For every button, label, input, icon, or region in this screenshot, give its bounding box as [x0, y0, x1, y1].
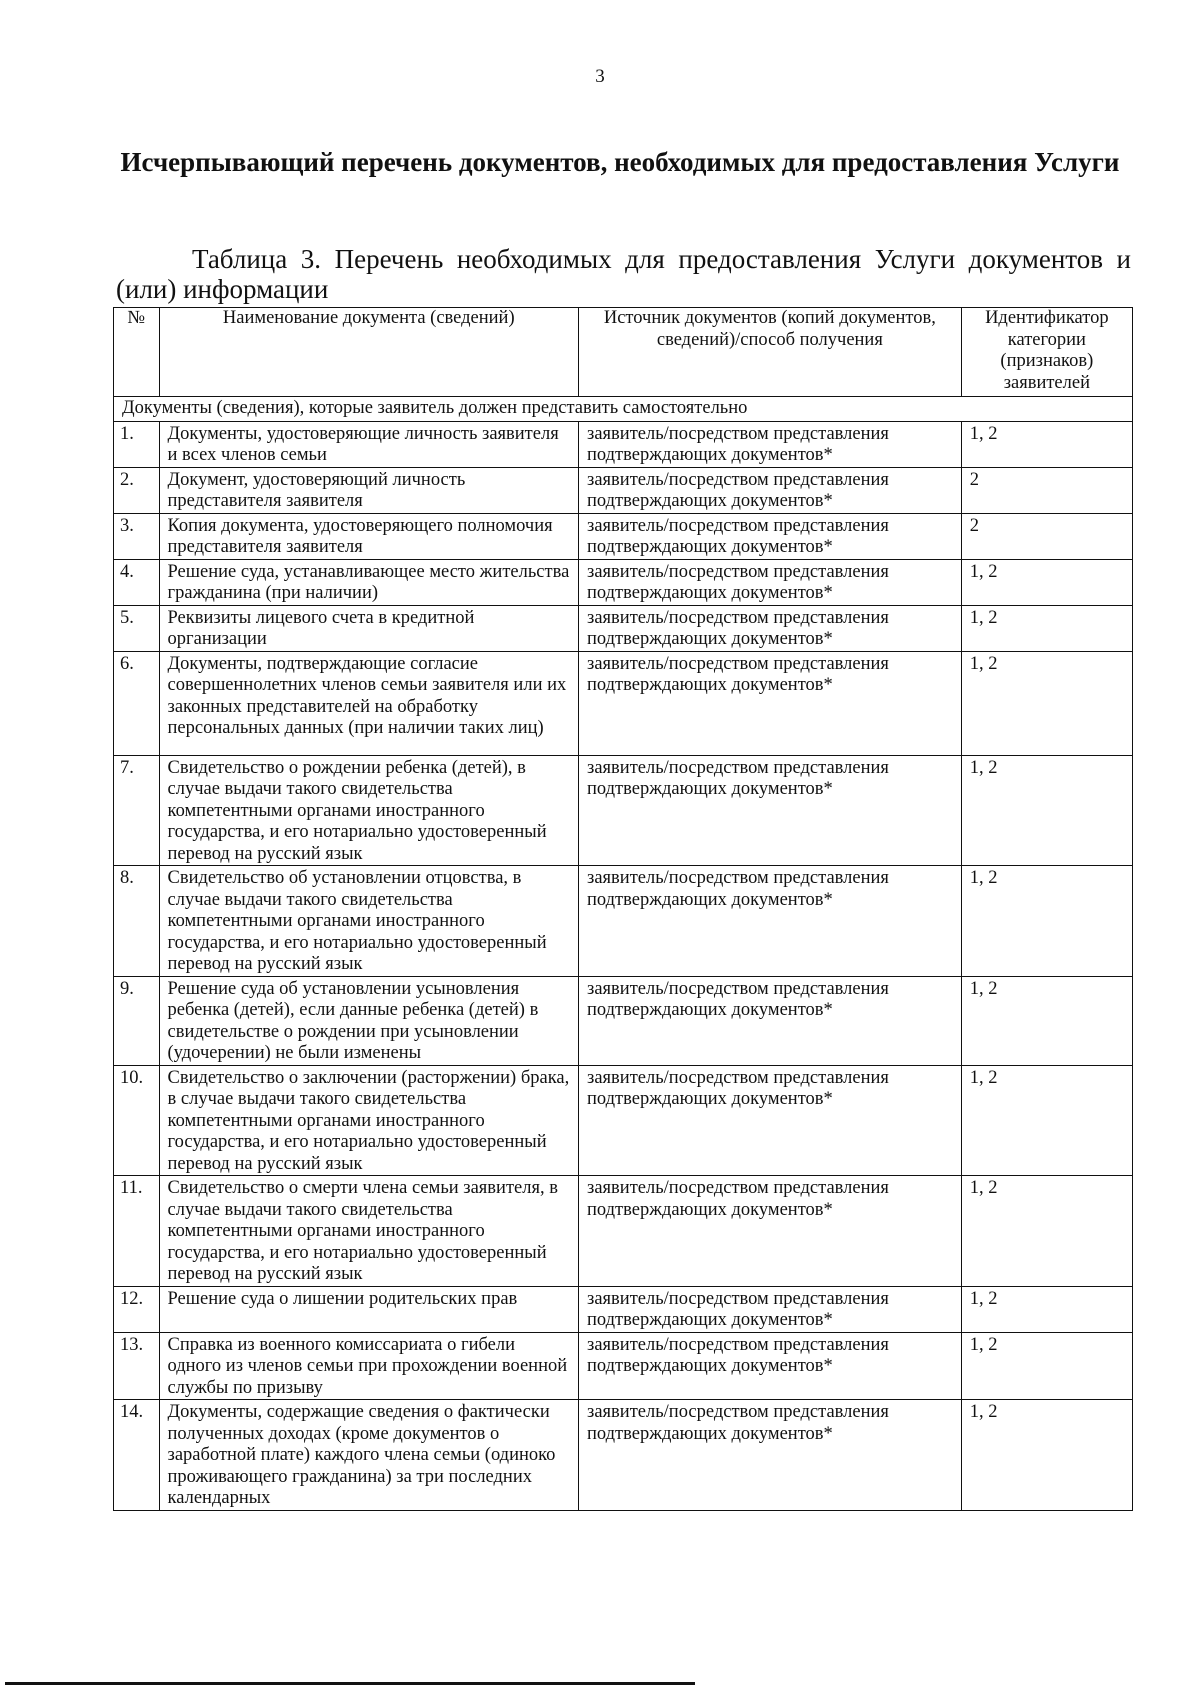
row-source: заявитель/посредством представления подтверждающих документов* — [579, 1332, 962, 1400]
row-source: заявитель/посредством представления подтверждающих документов* — [579, 1176, 962, 1287]
row-number: 2. — [114, 467, 160, 513]
row-document-name: Решение суда о лишении родительских прав — [159, 1286, 579, 1332]
row-category: 1, 2 — [961, 755, 1132, 866]
row-number: 4. — [114, 559, 160, 605]
row-number: 5. — [114, 605, 160, 651]
header-document-name: Наименование документа (сведений) — [159, 308, 579, 397]
row-source: заявитель/посредством представления подтверждающих документов* — [579, 651, 962, 755]
table-caption: Таблица 3. Перечень необходимых для предоставления Услуги документов и (или) информации — [116, 244, 1131, 304]
row-document-name: Решение суда об установлении усыновления ребенка (детей), если данные ребенка (детей) в свидетельстве о рождении при усыновлении (удочерении) не были изменены — [159, 976, 579, 1065]
row-source: заявитель/посредством представления подтверждающих документов* — [579, 467, 962, 513]
row-number: 10. — [114, 1065, 160, 1176]
row-source: заявитель/посредством представления подтверждающих документов* — [579, 755, 962, 866]
section-row — [114, 397, 1133, 422]
row-source: заявитель/посредством представления подтверждающих документов* — [579, 1400, 962, 1511]
row-category: 1, 2 — [961, 1176, 1132, 1287]
table-row — [114, 513, 1133, 559]
table-row — [114, 1065, 1133, 1176]
row-category: 1, 2 — [961, 1065, 1132, 1176]
row-document-name: Свидетельство о смерти члена семьи заявителя, в случае выдачи такого свидетельства компетентными органами иностранного государства, и его нотариально удостоверенный перевод на русский язык — [159, 1176, 579, 1287]
row-category: 2 — [961, 467, 1132, 513]
scan-edge-line — [5, 1682, 695, 1685]
header-category: Идентификатор категории (признаков) заявителей — [961, 308, 1132, 397]
row-document-name: Документы, содержащие сведения о фактически полученных доходах (кроме документов о заработной плате) каждого члена семьи (одиноко проживающего гражданина) за три последних календарных — [159, 1400, 579, 1511]
table-row — [114, 1332, 1133, 1400]
row-source: заявитель/посредством представления подтверждающих документов* — [579, 866, 962, 977]
section-label: Документы (сведения), которые заявитель должен представить самостоятельно — [114, 397, 1133, 422]
table-row — [114, 651, 1133, 755]
row-number: 9. — [114, 976, 160, 1065]
row-number: 3. — [114, 513, 160, 559]
row-document-name: Реквизиты лицевого счета в кредитной организации — [159, 605, 579, 651]
page-number: 3 — [595, 66, 605, 87]
table-row — [114, 1286, 1133, 1332]
row-document-name: Справка из военного комиссариата о гибели одного из членов семьи при прохождении военной службы по призыву — [159, 1332, 579, 1400]
row-category: 1, 2 — [961, 866, 1132, 977]
row-document-name: Свидетельство об установлении отцовства, в случае выдачи такого свидетельства компетентными органами иностранного государства, и его нотариально удостоверенный перевод на русский язык — [159, 866, 579, 977]
documents-table — [113, 307, 1133, 1511]
row-number: 13. — [114, 1332, 160, 1400]
row-category: 1, 2 — [961, 1400, 1132, 1511]
table-row — [114, 467, 1133, 513]
row-number: 6. — [114, 651, 160, 755]
header-source: Источник документов (копий документов, сведений)/способ получения — [579, 308, 962, 397]
table-row — [114, 1176, 1133, 1287]
row-document-name: Свидетельство о заключении (расторжении) брака, в случае выдачи такого свидетельства компетентными органами иностранного государства, и его нотариально удостоверенный перевод на русский язык — [159, 1065, 579, 1176]
row-category: 2 — [961, 513, 1132, 559]
table-header-row — [114, 308, 1133, 397]
row-source: заявитель/посредством представления подтверждающих документов* — [579, 513, 962, 559]
row-category: 1, 2 — [961, 421, 1132, 467]
document-title: Исчерпывающий перечень документов, необходимых для предоставления Услуги — [120, 147, 1120, 177]
row-number: 7. — [114, 755, 160, 866]
row-source: заявитель/посредством представления подтверждающих документов* — [579, 559, 962, 605]
row-number: 8. — [114, 866, 160, 977]
row-document-name: Копия документа, удостоверяющего полномочия представителя заявителя — [159, 513, 579, 559]
row-source: заявитель/посредством представления подтверждающих документов* — [579, 976, 962, 1065]
row-source: заявитель/посредством представления подтверждающих документов* — [579, 421, 962, 467]
row-document-name: Документы, подтверждающие согласие совершеннолетних членов семьи заявителя или их законных представителей на обработку персональных данных (при наличии таких лиц) — [159, 651, 579, 755]
row-category: 1, 2 — [961, 976, 1132, 1065]
row-number: 14. — [114, 1400, 160, 1511]
row-category: 1, 2 — [961, 651, 1132, 755]
row-source: заявитель/посредством представления подтверждающих документов* — [579, 605, 962, 651]
row-number: 11. — [114, 1176, 160, 1287]
header-number: № — [114, 308, 160, 397]
table-row — [114, 976, 1133, 1065]
row-number: 12. — [114, 1286, 160, 1332]
row-document-name: Документы, удостоверяющие личность заявителя и всех членов семьи — [159, 421, 579, 467]
row-category: 1, 2 — [961, 605, 1132, 651]
table-row — [114, 559, 1133, 605]
row-source: заявитель/посредством представления подтверждающих документов* — [579, 1065, 962, 1176]
table-row — [114, 1400, 1133, 1511]
table-row — [114, 421, 1133, 467]
row-number: 1. — [114, 421, 160, 467]
row-source: заявитель/посредством представления подтверждающих документов* — [579, 1286, 962, 1332]
row-document-name: Документ, удостоверяющий личность представителя заявителя — [159, 467, 579, 513]
table-row — [114, 755, 1133, 866]
row-category: 1, 2 — [961, 1332, 1132, 1400]
table-row — [114, 605, 1133, 651]
row-category: 1, 2 — [961, 559, 1132, 605]
table-row — [114, 866, 1133, 977]
row-document-name: Решение суда, устанавливающее место жительства гражданина (при наличии) — [159, 559, 579, 605]
row-document-name: Свидетельство о рождении ребенка (детей), в случае выдачи такого свидетельства компетентными органами иностранного государства, и его нотариально удостоверенный перевод на русский язык — [159, 755, 579, 866]
row-category: 1, 2 — [961, 1286, 1132, 1332]
